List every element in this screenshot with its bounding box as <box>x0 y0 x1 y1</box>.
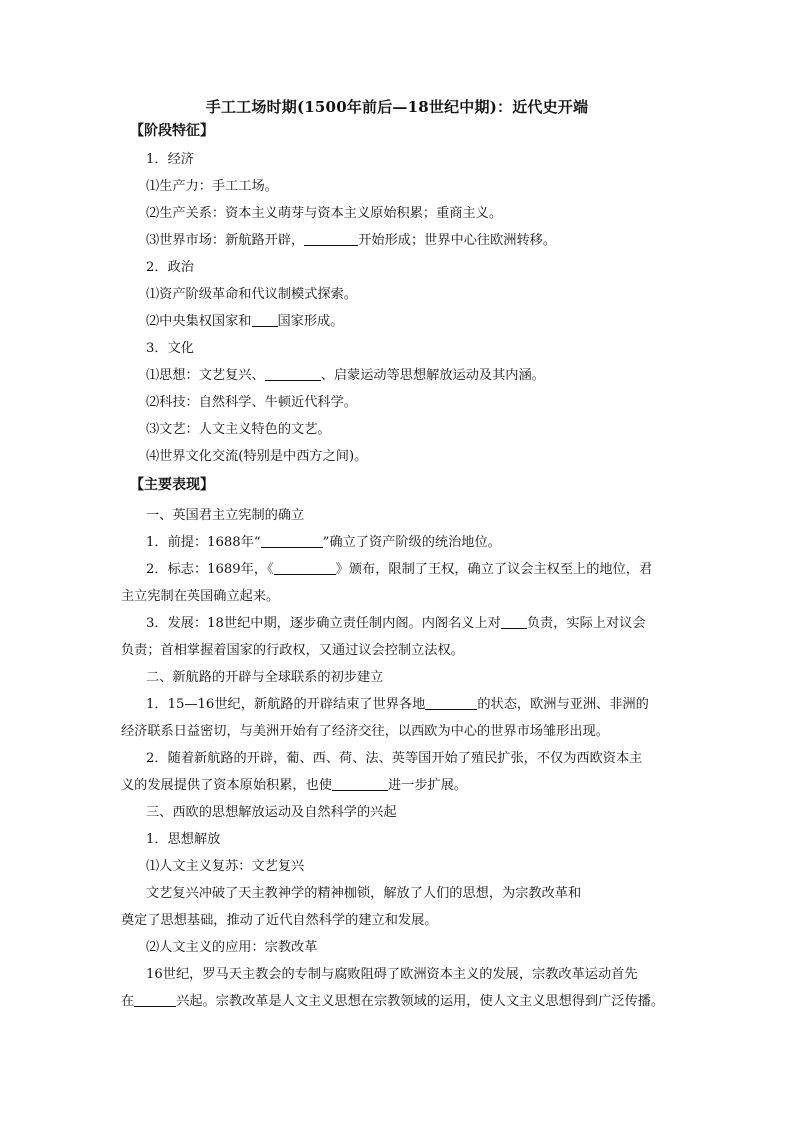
text-line: 奠定了思想基础，推动了近代自然科学的建立和发展。 <box>121 913 438 928</box>
fill-blank <box>501 616 527 629</box>
text-line: ⑴思想：文艺复兴、 、启蒙运动等思想解放运动及其内涵。 <box>146 368 545 383</box>
fill-blank <box>304 233 358 246</box>
fill-blank <box>332 778 388 791</box>
fill-blank <box>252 314 278 327</box>
text-line: 主立宪制在英国确立起来。 <box>121 589 280 604</box>
fill-blank <box>134 994 176 1007</box>
subheading-economy: 1．经济 <box>146 152 194 167</box>
text-line: ⑷世界文化交流(特别是中西方之间)。 <box>146 449 368 464</box>
text-line: 经济联系日益密切，与美洲开始有了经济交往，以西欧为中心的世界市场雏形出现。 <box>121 724 609 739</box>
subheading-politics: 2．政治 <box>146 260 194 275</box>
fill-blank <box>425 697 477 710</box>
text-line: 在 兴起。宗教改革是人文主义思想在宗教领域的运用，使人文主义思想得到广泛传播。 <box>121 994 665 1009</box>
text-line: 2．标志：1689年，《 》颁布，限制了王权，确立了议会主权至上的地位，君 <box>146 562 653 577</box>
text-line: 3．发展：18世纪中期，逐步确立责任制内阁。内阁名义上对 负责，实际上对议会 <box>146 616 646 631</box>
text-line: 文艺复兴冲破了天主教神学的精神枷锁，解放了人们的思想，为宗教改革和 <box>146 886 582 901</box>
fill-blank <box>261 535 323 548</box>
text-line: 1．15—16世纪，新航路的开辟结束了世界各地 的状态，欧洲与亚洲、非洲的 <box>146 697 649 712</box>
text-line: ⑵生产关系：资本主义萌芽与资本主义原始积累；重商主义。 <box>146 206 503 221</box>
text-line: 16世纪，罗马天主教会的专制与腐败阻碍了欧洲资本主义的发展，宗教改革运动首先 <box>146 967 638 982</box>
subsection-title: 二、新航路的开辟与全球联系的初步建立 <box>146 670 384 685</box>
text-line: ⑶世界市场：新航路开辟， 开始形成；世界中心往欧洲转移。 <box>146 233 557 248</box>
text-line: 2．随着新航路的开辟，葡、西、荷、法、英等国开始了殖民扩张，不仅为西欧资本主 <box>146 751 643 766</box>
text-line: ⑴生产力：手工工场。 <box>146 179 278 194</box>
subheading-culture: 3．文化 <box>146 341 194 356</box>
text-line: ⑶文艺：人文主义特色的文艺。 <box>146 422 331 437</box>
page-title: 手工工场时期(1500年前后—18世纪中期)：近代史开端 <box>205 98 589 116</box>
subsection-title: 三、西欧的思想解放运动及自然科学的兴起 <box>146 805 397 820</box>
section-heading-features: 【阶段特征】 <box>130 123 214 139</box>
text-line: ⑵人文主义的应用：宗教改革 <box>146 940 318 955</box>
fill-blank <box>265 368 321 381</box>
text-line: 义的发展提供了资本原始积累，也使 进一步扩展。 <box>121 778 468 793</box>
text-line: ⑵科技：自然科学、牛顿近代科学。 <box>146 395 357 410</box>
subsection-title: 一、英国君主立宪制的确立 <box>146 508 305 523</box>
text-line: 1．思想解放 <box>146 832 221 847</box>
text-line: ⑴人文主义复苏：文艺复兴 <box>146 859 305 874</box>
fill-blank <box>274 562 336 575</box>
section-heading-main: 【主要表现】 <box>130 477 214 493</box>
text-line: 1．前提：1688年“ ”确立了资产阶级的统治地位。 <box>146 535 501 550</box>
text-line: 负责；首相掌握着国家的行政权，又通过议会控制立法权。 <box>121 643 464 658</box>
text-line: ⑴资产阶级革命和代议制模式探索。 <box>146 287 357 302</box>
text-line: ⑵中央集权国家和 国家形成。 <box>146 314 344 329</box>
